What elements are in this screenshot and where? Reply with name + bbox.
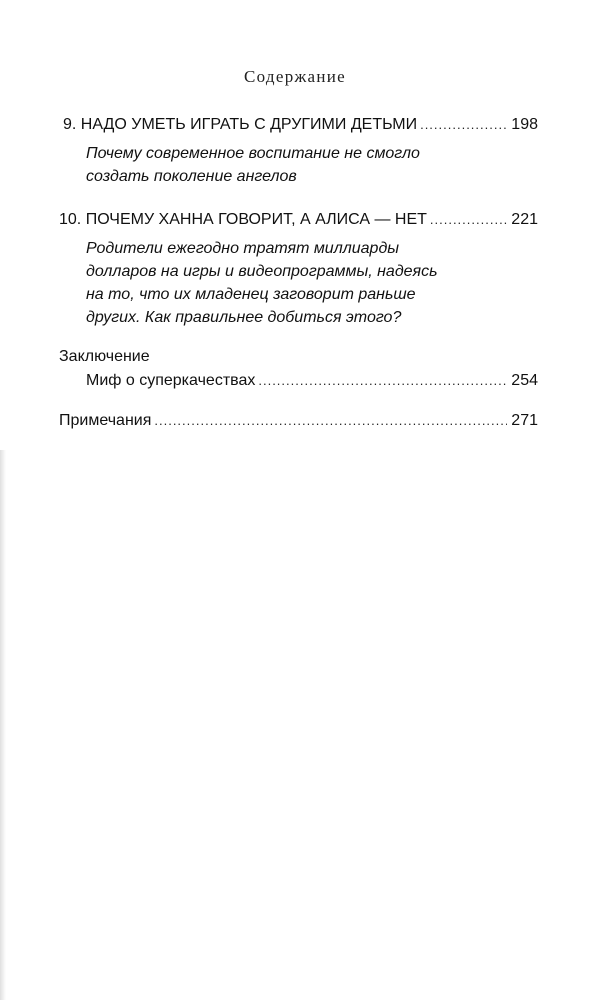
toc-entry-notes[interactable] <box>59 412 538 430</box>
toc-entry-conclusion[interactable] <box>86 372 538 390</box>
description-line: на то, что их младенец заговорит раньше <box>86 286 416 303</box>
toc-entry-page-number: 254 <box>511 372 538 389</box>
dot-leader <box>154 413 507 428</box>
toc-entry-heading: 9. НАДО УМЕТЬ ИГРАТЬ С ДРУГИМИ ДЕТЬМИ <box>63 116 418 133</box>
dot-leader <box>420 117 507 132</box>
toc-entry-page-number: 221 <box>511 211 538 228</box>
toc-entry-page-number: 271 <box>511 412 538 429</box>
chapter-10-description <box>86 237 438 329</box>
conclusion-label: Заключение <box>59 348 150 365</box>
toc-entry-heading: Миф о суперкачествах <box>86 372 256 389</box>
description-line: других. Как правильнее добиться этого? <box>86 309 402 326</box>
toc-entry-page-number: 198 <box>511 116 538 133</box>
description-line: Почему современное воспитание не смогло <box>86 145 420 162</box>
description-line: создать поколение ангелов <box>86 168 297 185</box>
dot-leader <box>430 212 507 227</box>
page-spine-shadow <box>0 450 6 1000</box>
toc-entry-heading: Примечания <box>59 412 152 429</box>
page-title: Содержание <box>243 67 347 86</box>
description-line: долларов на игры и видеопрограммы, надеясь <box>86 263 438 280</box>
dot-leader <box>258 373 507 388</box>
toc-entry-chapter-9[interactable] <box>63 116 538 134</box>
toc-entry-heading: 10. ПОЧЕМУ ХАННА ГОВОРИТ, А АЛИСА — НЕТ <box>59 211 427 228</box>
toc-entry-chapter-10[interactable] <box>59 211 538 229</box>
chapter-9-description <box>86 142 420 188</box>
description-line: Родители ежегодно тратят миллиарды <box>86 240 400 257</box>
